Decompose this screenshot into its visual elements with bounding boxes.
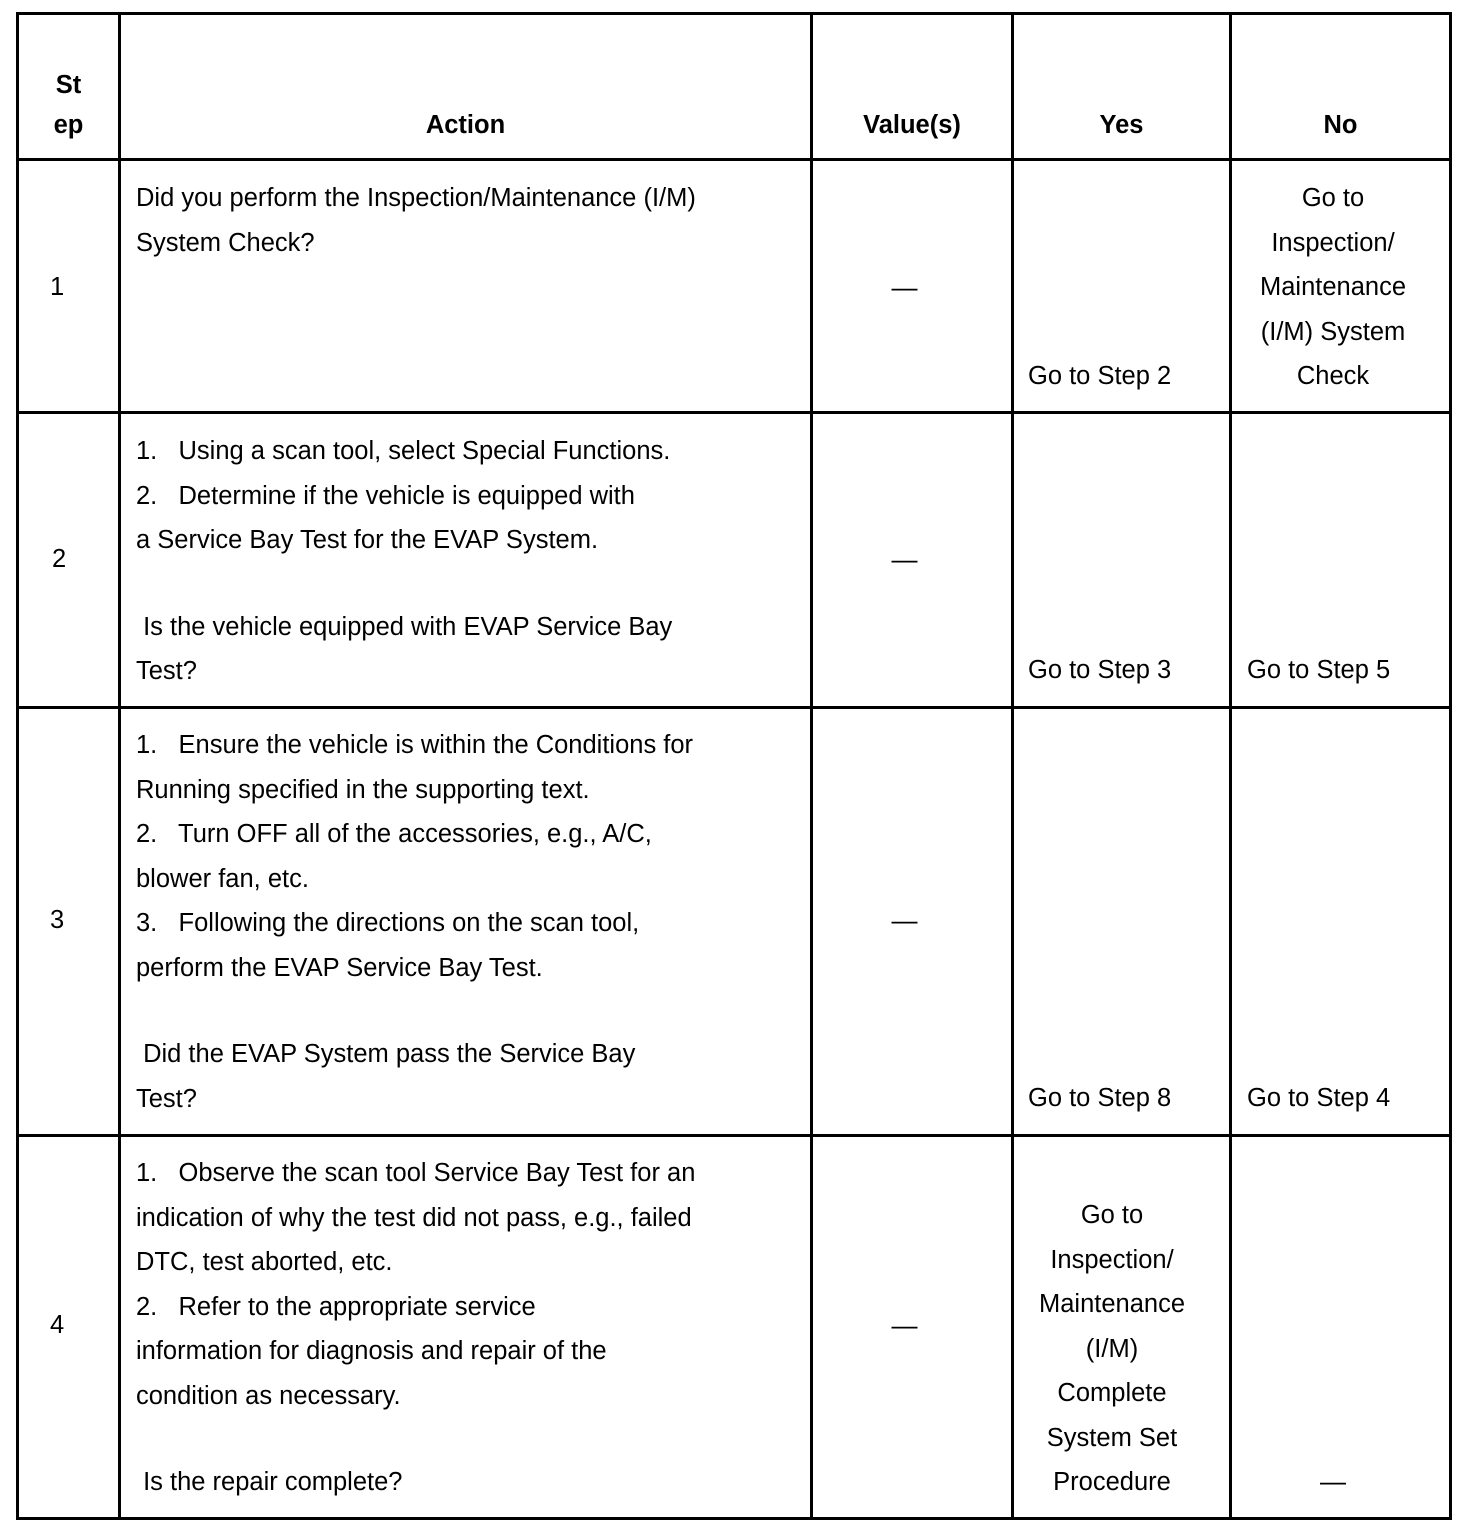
yes-line: Procedure	[1053, 1468, 1171, 1496]
no-line: Go to Step 4	[1247, 1084, 1391, 1112]
header-step	[19, 65, 118, 145]
action-line: Did the EVAP System pass the Service Bay	[136, 1040, 636, 1068]
yes-line: Inspection/	[1050, 1245, 1174, 1274]
yes-cell	[1028, 648, 1171, 693]
value-cell: —	[891, 272, 918, 302]
action-text	[136, 176, 696, 265]
no-cell: —	[1320, 1466, 1346, 1496]
action-line: Test?	[136, 1084, 197, 1113]
yes-line: System Set	[1046, 1423, 1178, 1452]
action-line: Running specified in the supporting text.	[136, 775, 590, 804]
column-divider	[810, 12, 813, 1520]
yes-line: Maintenance	[1038, 1290, 1185, 1318]
header-action: Action	[425, 111, 506, 139]
action-line: a Service Bay Test for the EVAP System.	[136, 526, 599, 554]
yes-line: Go to	[1080, 1201, 1144, 1229]
action-line: perform the EVAP Service Bay Test.	[136, 953, 543, 982]
action-line: information for diagnosis and repair of the	[136, 1337, 607, 1365]
action-line: 2. Refer to the appropriate service	[136, 1292, 536, 1321]
action-line: Is the repair complete?	[136, 1468, 403, 1496]
no-line: Maintenance	[1259, 273, 1406, 301]
yes-cell	[1028, 1076, 1171, 1121]
action-line: indication of why the test did not pass, e.g., failed	[136, 1203, 692, 1232]
action-text	[136, 429, 672, 694]
action-line: Did you perform the Inspection/Maintenance (I/M)	[136, 184, 696, 212]
yes-line: Complete	[1057, 1379, 1167, 1407]
no-cell	[1232, 176, 1434, 399]
action-line: blower fan, etc.	[136, 864, 309, 893]
no-line: (I/M) System	[1260, 317, 1406, 346]
yes-line: Go to Step 8	[1028, 1084, 1172, 1112]
step-number: 3	[50, 906, 65, 934]
action-line: condition as necessary.	[136, 1381, 401, 1410]
yes-line: Go to Step 2	[1028, 362, 1172, 390]
value-cell: —	[891, 544, 918, 574]
no-line: Go to Step 5	[1247, 656, 1391, 684]
step-number: 2	[52, 545, 67, 573]
value-cell: —	[891, 1310, 918, 1340]
no-line: Check	[1296, 362, 1370, 390]
row-divider	[16, 158, 1452, 161]
yes-line: (I/M)	[1085, 1334, 1139, 1363]
step-number: 1	[50, 273, 65, 301]
table-border-right	[1449, 12, 1452, 1520]
action-line: 2. Turn OFF all of the accessories, e.g., A/C,	[136, 820, 652, 848]
action-line: 2. Determine if the vehicle is equipped with	[136, 481, 635, 510]
table-border-left	[16, 12, 19, 1520]
no-cell	[1247, 1076, 1390, 1121]
yes-cell	[1014, 1193, 1210, 1505]
header-values: Value(s)	[863, 111, 961, 139]
step-number: 4	[50, 1311, 65, 1339]
row-divider	[16, 411, 1452, 414]
action-line: 3. Following the directions on the scan tool,	[136, 909, 640, 937]
header-step-line: St	[55, 71, 82, 99]
no-line: Inspection/	[1271, 228, 1395, 257]
no-line: Go to	[1301, 184, 1365, 212]
yes-cell	[1028, 354, 1171, 399]
action-line: 1. Ensure the vehicle is within the Conditions for	[136, 731, 694, 759]
action-line: Test?	[136, 657, 197, 685]
row-divider	[16, 1134, 1452, 1137]
header-yes: Yes	[1099, 111, 1144, 139]
header-step-line: ep	[53, 111, 84, 139]
table-border-top	[16, 12, 1452, 15]
action-line: 1. Using a scan tool, select Special Functions.	[136, 437, 671, 465]
action-line: DTC, test aborted, etc.	[136, 1248, 393, 1276]
diagnostic-table	[16, 12, 1452, 1520]
header-no: No	[1323, 111, 1358, 139]
column-divider	[118, 12, 121, 1520]
no-cell	[1247, 648, 1390, 693]
action-text	[136, 1151, 695, 1505]
action-text	[136, 723, 693, 1121]
row-divider	[16, 706, 1452, 709]
action-line: 1. Observe the scan tool Service Bay Test for an	[136, 1159, 696, 1187]
value-cell: —	[891, 905, 918, 935]
yes-line: Go to Step 3	[1028, 656, 1172, 684]
action-line: System Check?	[136, 228, 315, 257]
action-line: Is the vehicle equipped with EVAP Service Bay	[136, 612, 673, 641]
table-border-bottom	[16, 1517, 1452, 1520]
